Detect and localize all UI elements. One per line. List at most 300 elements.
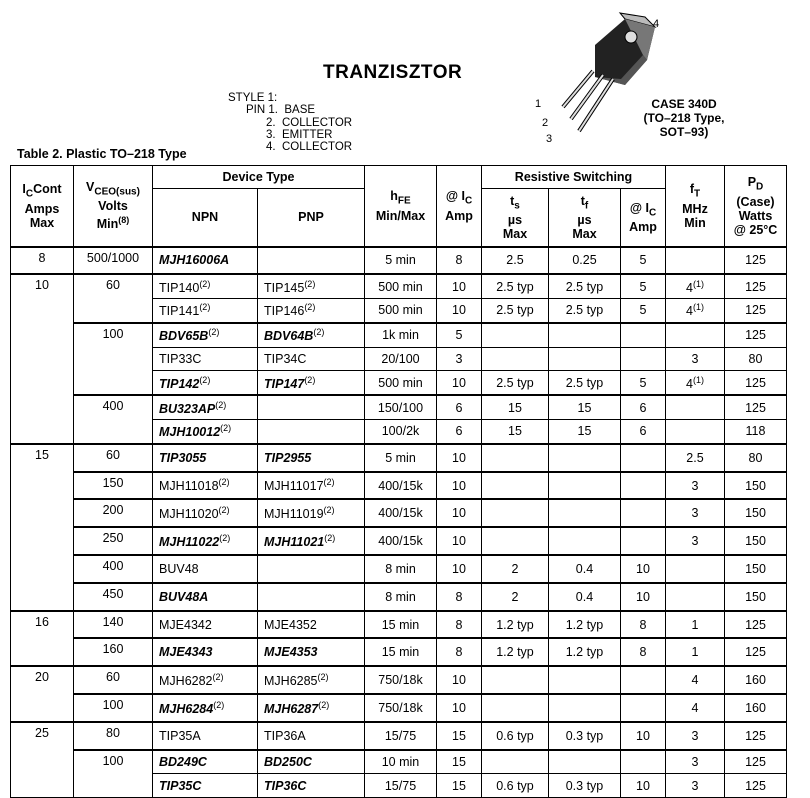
pnp-cell (258, 666, 365, 694)
npn-part-number: MJH16006A (159, 253, 230, 268)
npn-part-number: MJH6284 (159, 702, 214, 717)
at-ic-cell-value: 10 (452, 561, 466, 576)
npn-part-number: TIP141 (159, 304, 200, 319)
vceo-cell-value: 60 (106, 670, 120, 685)
tf-cell-value: 0.3 typ (565, 778, 604, 793)
hfe-cell (365, 247, 437, 275)
ts-cell (482, 611, 549, 639)
ts-cell (482, 722, 549, 750)
at-ic-cell-value: 10 (452, 534, 466, 549)
vceo-cell-value: 200 (102, 503, 124, 518)
pnp-note: (2) (318, 699, 330, 710)
col-at-ic2-header: @ $I_C$ Amp (621, 189, 666, 247)
pd-cell-value: 160 (745, 673, 766, 688)
ts-cell (482, 395, 549, 419)
pnp-cell (258, 583, 365, 611)
table-row (11, 499, 787, 527)
pin-1-label: 1 (535, 98, 542, 110)
npn-cell (153, 666, 258, 694)
tf-cell (549, 583, 621, 611)
npn-part-number: BU323AP (159, 401, 216, 416)
tf-cell (549, 247, 621, 275)
ft-cell (666, 555, 725, 583)
npn-part-number: BUV48A (159, 589, 209, 604)
hfe-cell (365, 299, 437, 323)
ts-cell-value: 15 (508, 424, 522, 439)
tf-cell (549, 611, 621, 639)
pnp-cell (258, 347, 365, 371)
pnp-cell (258, 395, 365, 419)
at-ic-cell (437, 247, 482, 275)
npn-part-number: TIP142 (159, 376, 200, 391)
npn-part-number: TIP35C (159, 778, 202, 793)
pd-cell (725, 638, 787, 666)
ic-cell-value: 25 (35, 725, 49, 740)
ft-cell (666, 583, 725, 611)
at-ic2-cell-value: 5 (639, 253, 647, 268)
ft-cell (666, 395, 725, 419)
pd-cell (725, 299, 787, 323)
at-ic2-cell (621, 611, 666, 639)
tf-cell (549, 274, 621, 298)
pnp-note: (2) (323, 477, 335, 488)
npn-cell (153, 722, 258, 750)
ic-cell (11, 247, 74, 275)
col-tf-header: $t_f$ µs Max (549, 189, 621, 247)
hfe-cell-value: 1k min (382, 328, 419, 343)
table-row (11, 472, 787, 500)
ft-note: (1) (692, 374, 704, 385)
npn-cell (153, 694, 258, 722)
npn-part-number: MJH11022 (159, 535, 220, 550)
ts-cell (482, 666, 549, 694)
pnp-cell (258, 299, 365, 323)
npn-note: (2) (199, 302, 211, 313)
hfe-cell-value: 8 min (385, 589, 416, 604)
pd-cell-value: 80 (748, 450, 763, 465)
ft-cell-value: 3 (691, 478, 699, 493)
ic-cell-value: 16 (35, 614, 49, 629)
ts-cell-value: 2.5 (506, 253, 524, 268)
table-row (11, 555, 787, 583)
hfe-cell-value: 500 min (378, 375, 423, 390)
pnp-cell (258, 472, 365, 500)
ft-cell (666, 420, 725, 444)
pd-cell (725, 472, 787, 500)
ft-cell (666, 299, 725, 323)
at-ic2-cell (621, 247, 666, 275)
pnp-part-number: MJE4353 (264, 645, 318, 660)
at-ic-cell-value: 15 (452, 778, 466, 793)
vceo-cell (74, 499, 153, 527)
at-ic2-cell-value: 6 (639, 400, 647, 415)
at-ic-cell (437, 323, 482, 347)
tf-cell (549, 395, 621, 419)
hfe-cell-value: 750/18k (378, 700, 423, 715)
pnp-part-number: TIP2955 (264, 450, 312, 465)
at-ic-cell (437, 420, 482, 444)
at-ic-cell (437, 395, 482, 419)
tf-cell-value: 1.2 typ (565, 617, 604, 632)
col-pnp-header: PNP (258, 189, 365, 247)
vceo-cell (74, 247, 153, 275)
case-info (634, 97, 734, 139)
hfe-cell-value: 500 min (378, 303, 423, 318)
ts-cell (482, 371, 549, 395)
col-vceo-header: $V_{CEO(sus)}$ Volts Min$^{(8)}$ (74, 166, 153, 247)
npn-cell (153, 420, 258, 444)
at-ic-cell (437, 527, 482, 555)
hfe-cell-value: 5 min (385, 253, 416, 268)
vceo-cell (74, 638, 153, 666)
tf-cell (549, 472, 621, 500)
ts-cell-value: 15 (508, 400, 522, 415)
col-hfe-header: $h_{FE}$ Min/Max (365, 166, 437, 247)
pd-cell-value: 125 (745, 328, 766, 343)
at-ic2-cell-value: 10 (636, 589, 650, 604)
tf-cell-value: 15 (577, 424, 592, 439)
at-ic-cell (437, 555, 482, 583)
ic-cell (11, 611, 74, 667)
ft-cell-value: 1 (691, 645, 699, 660)
tf-cell-value: 2.5 typ (565, 279, 604, 294)
npn-cell (153, 395, 258, 419)
pd-cell-value: 150 (745, 506, 766, 521)
pd-cell (725, 774, 787, 798)
ts-cell (482, 472, 549, 500)
vceo-cell-value: 400 (102, 559, 124, 574)
at-ic-cell-value: 8 (455, 253, 463, 268)
vceo-cell-value: 140 (102, 614, 124, 629)
pnp-part-number: MJH6287 (264, 702, 319, 717)
npn-part-number: MJE4342 (159, 617, 212, 632)
at-ic2-cell (621, 274, 666, 298)
npn-cell (153, 347, 258, 371)
vceo-cell-value: 100 (102, 326, 124, 341)
npn-note: (2) (220, 423, 232, 434)
ft-note: (1) (692, 278, 704, 289)
hfe-cell-value: 15/75 (384, 728, 417, 743)
ft-cell (666, 472, 725, 500)
pnp-part-number: BD250C (264, 755, 312, 770)
vceo-cell-value: 400 (102, 399, 124, 414)
pd-cell-value: 125 (745, 645, 766, 660)
at-ic-cell (437, 499, 482, 527)
table-row (11, 247, 787, 275)
ft-cell (666, 527, 725, 555)
table-row (11, 274, 787, 298)
device-type-header: Device Type (153, 166, 365, 189)
at-ic2-cell-value: 10 (636, 728, 650, 743)
ts-cell (482, 247, 549, 275)
pd-cell-value: 125 (745, 375, 766, 390)
pd-cell (725, 274, 787, 298)
npn-cell (153, 499, 258, 527)
pnp-part-number: MJH11021 (264, 535, 325, 550)
hfe-cell (365, 499, 437, 527)
ft-cell (666, 722, 725, 750)
tf-cell (549, 666, 621, 694)
ft-cell (666, 274, 725, 298)
hfe-cell (365, 472, 437, 500)
vceo-cell (74, 583, 153, 611)
npn-cell (153, 444, 258, 472)
vceo-cell-value: 100 (102, 753, 124, 768)
pnp-cell (258, 499, 365, 527)
npn-cell (153, 583, 258, 611)
vceo-cell (74, 274, 153, 323)
vceo-cell-value: 100 (102, 698, 124, 713)
ft-cell-value: 4 (686, 376, 693, 391)
pd-cell-value: 118 (745, 424, 766, 439)
hfe-cell (365, 611, 437, 639)
npn-cell (153, 774, 258, 798)
ic-cell (11, 722, 74, 798)
npn-part-number: BDV65B (159, 329, 209, 344)
ft-cell-value: 4 (686, 304, 693, 319)
hfe-cell-value: 5 min (385, 450, 416, 465)
npn-cell (153, 555, 258, 583)
pd-cell-value: 125 (745, 778, 766, 793)
ts-cell (482, 274, 549, 298)
ft-cell (666, 774, 725, 798)
ft-cell (666, 694, 725, 722)
npn-part-number: BD249C (159, 755, 207, 770)
ts-cell-value: 2 (511, 561, 519, 576)
tf-cell (549, 499, 621, 527)
at-ic2-cell-value: 10 (636, 561, 650, 576)
at-ic2-cell-value: 10 (636, 778, 650, 793)
pnp-note: (2) (304, 374, 316, 385)
pnp-cell (258, 722, 365, 750)
npn-cell (153, 371, 258, 395)
tf-cell (549, 420, 621, 444)
npn-part-number: MJH10012 (159, 425, 221, 440)
table-row (11, 444, 787, 472)
table-row (11, 527, 787, 555)
at-ic-cell (437, 722, 482, 750)
hfe-cell (365, 694, 437, 722)
at-ic-cell-value: 6 (455, 400, 463, 415)
pnp-cell (258, 555, 365, 583)
hfe-cell (365, 666, 437, 694)
hfe-cell-value: 750/18k (378, 673, 423, 688)
pd-cell-value: 125 (745, 728, 766, 743)
pd-cell (725, 371, 787, 395)
ts-cell (482, 555, 549, 583)
ft-cell (666, 247, 725, 275)
table-row (11, 583, 787, 611)
pd-cell (725, 395, 787, 419)
ts-cell-value: 1.2 typ (496, 617, 534, 632)
pd-cell (725, 694, 787, 722)
hfe-cell-value: 15/75 (384, 778, 417, 793)
npn-part-number: TIP140 (159, 280, 200, 295)
vceo-cell (74, 472, 153, 500)
pnp-cell (258, 611, 365, 639)
at-ic2-cell (621, 347, 666, 371)
ft-cell (666, 444, 725, 472)
hfe-cell (365, 395, 437, 419)
col-ic-header: $I_CCont$ Amps Max (11, 166, 74, 247)
vceo-cell (74, 694, 153, 722)
at-ic-cell-value: 10 (452, 279, 466, 294)
ts-cell (482, 347, 549, 371)
pd-cell (725, 611, 787, 639)
at-ic-cell (437, 666, 482, 694)
ts-cell-value: 2 (511, 589, 519, 604)
pd-cell-value: 125 (745, 755, 766, 770)
tf-cell (549, 371, 621, 395)
vceo-cell-value: 250 (102, 531, 124, 546)
hfe-cell (365, 323, 437, 347)
at-ic-cell-value: 6 (455, 424, 463, 439)
pd-cell-value: 80 (748, 352, 763, 367)
ic-cell (11, 666, 74, 722)
hfe-cell-value: 400/15k (378, 534, 423, 549)
pd-cell-value: 150 (745, 534, 766, 549)
at-ic-cell-value: 3 (455, 352, 463, 367)
tf-cell (549, 444, 621, 472)
style-label: STYLE 1: (228, 92, 278, 104)
at-ic-cell (437, 583, 482, 611)
pd-cell (725, 347, 787, 371)
ts-cell-value: 2.5 typ (496, 375, 534, 390)
vceo-cell-value: 500/1000 (86, 250, 140, 265)
at-ic-cell-value: 8 (455, 645, 463, 660)
pd-cell-value: 150 (745, 589, 766, 604)
at-ic2-cell (621, 323, 666, 347)
pnp-part-number: BDV64B (264, 329, 314, 344)
tf-cell (549, 638, 621, 666)
pd-cell (725, 666, 787, 694)
ts-cell (482, 694, 549, 722)
at-ic-cell-value: 10 (452, 673, 466, 688)
hfe-cell (365, 638, 437, 666)
npn-note: (2) (218, 477, 230, 488)
hfe-cell-value: 500 min (378, 279, 423, 294)
pnp-part-number: TIP36A (264, 728, 306, 743)
vceo-cell-value: 450 (102, 586, 124, 601)
pd-cell (725, 527, 787, 555)
tf-cell (549, 323, 621, 347)
ft-cell-value: 3 (691, 778, 699, 793)
ft-cell-value: 4 (686, 280, 693, 295)
at-ic-cell-value: 10 (452, 506, 466, 521)
ic-cell-value: 10 (35, 278, 49, 293)
at-ic2-cell (621, 420, 666, 444)
pd-cell-value: 125 (745, 279, 766, 294)
at-ic2-cell (621, 299, 666, 323)
ft-cell-value: 4 (691, 673, 699, 688)
ft-cell-value: 3 (691, 352, 699, 367)
npn-cell (153, 247, 258, 275)
case-type: (TO–218 Type, (643, 111, 725, 125)
ft-cell-value: 3 (691, 534, 699, 549)
pin-style-block: STYLE 1: PIN 1. BASE 2. COLLECTOR 3. EMITTER 4. COLLECTOR (228, 92, 353, 154)
pnp-note: (2) (323, 505, 335, 516)
at-ic-cell-value: 10 (452, 478, 466, 493)
hfe-cell (365, 722, 437, 750)
at-ic2-cell (621, 583, 666, 611)
ts-cell (482, 299, 549, 323)
pnp-note: (2) (324, 533, 336, 544)
at-ic2-cell (621, 638, 666, 666)
at-ic2-cell (621, 722, 666, 750)
npn-part-number: MJH6282 (159, 674, 213, 689)
pin-2-label: 2 (542, 117, 549, 129)
at-ic-cell-value: 15 (452, 755, 466, 770)
vceo-cell (74, 323, 153, 395)
npn-cell (153, 274, 258, 298)
ts-cell-value: 2.5 typ (496, 279, 534, 294)
at-ic2-cell (621, 694, 666, 722)
pd-cell-value: 125 (745, 400, 766, 415)
tf-cell (549, 722, 621, 750)
ft-cell (666, 666, 725, 694)
ts-cell-value: 1.2 typ (496, 645, 534, 660)
hfe-cell (365, 555, 437, 583)
vceo-cell (74, 555, 153, 583)
col-at-ic-header: @ $I_C$ Amp (437, 166, 482, 247)
at-ic-cell-value: 5 (455, 328, 463, 343)
at-ic-cell (437, 347, 482, 371)
ts-cell (482, 583, 549, 611)
at-ic2-cell (621, 527, 666, 555)
npn-note: (2) (199, 278, 211, 289)
npn-part-number: MJH11018 (159, 479, 219, 494)
ft-cell (666, 347, 725, 371)
ts-cell (482, 527, 549, 555)
pd-cell (725, 420, 787, 444)
table-row (11, 722, 787, 750)
hfe-cell (365, 527, 437, 555)
hfe-cell-value: 8 min (385, 561, 416, 576)
pd-cell (725, 722, 787, 750)
at-ic2-cell (621, 555, 666, 583)
npn-part-number: TIP3055 (159, 450, 207, 465)
hfe-cell-value: 400/15k (378, 506, 423, 521)
pnp-part-number: MJH11017 (264, 479, 324, 494)
hfe-cell-value: 150/100 (377, 400, 424, 415)
npn-note: (2) (218, 505, 230, 516)
pnp-note: (2) (304, 302, 316, 313)
tf-cell-value: 2.5 typ (565, 303, 604, 318)
col-npn-header: NPN (153, 189, 258, 247)
ft-cell (666, 611, 725, 639)
ic-cell-value: 15 (35, 447, 49, 462)
pnp-note: (2) (304, 278, 316, 289)
npn-note: (2) (208, 327, 220, 338)
tf-cell-value: 15 (577, 400, 592, 415)
vceo-cell (74, 750, 153, 798)
ic-cell (11, 274, 74, 444)
table-row (11, 323, 787, 347)
ts-cell (482, 499, 549, 527)
resistive-switching-header: Resistive Switching (482, 166, 666, 189)
ft-cell-value: 1 (691, 617, 699, 632)
at-ic2-cell-value: 5 (639, 375, 647, 390)
table-row (11, 611, 787, 639)
npn-note: (2) (219, 533, 231, 544)
ft-cell-value: 4 (691, 700, 699, 715)
hfe-cell-value: 10 min (381, 755, 420, 770)
pnp-cell (258, 694, 365, 722)
pd-cell-value: 150 (745, 561, 766, 576)
pd-cell-value: 125 (745, 303, 766, 318)
ft-cell (666, 638, 725, 666)
tf-cell (549, 347, 621, 371)
